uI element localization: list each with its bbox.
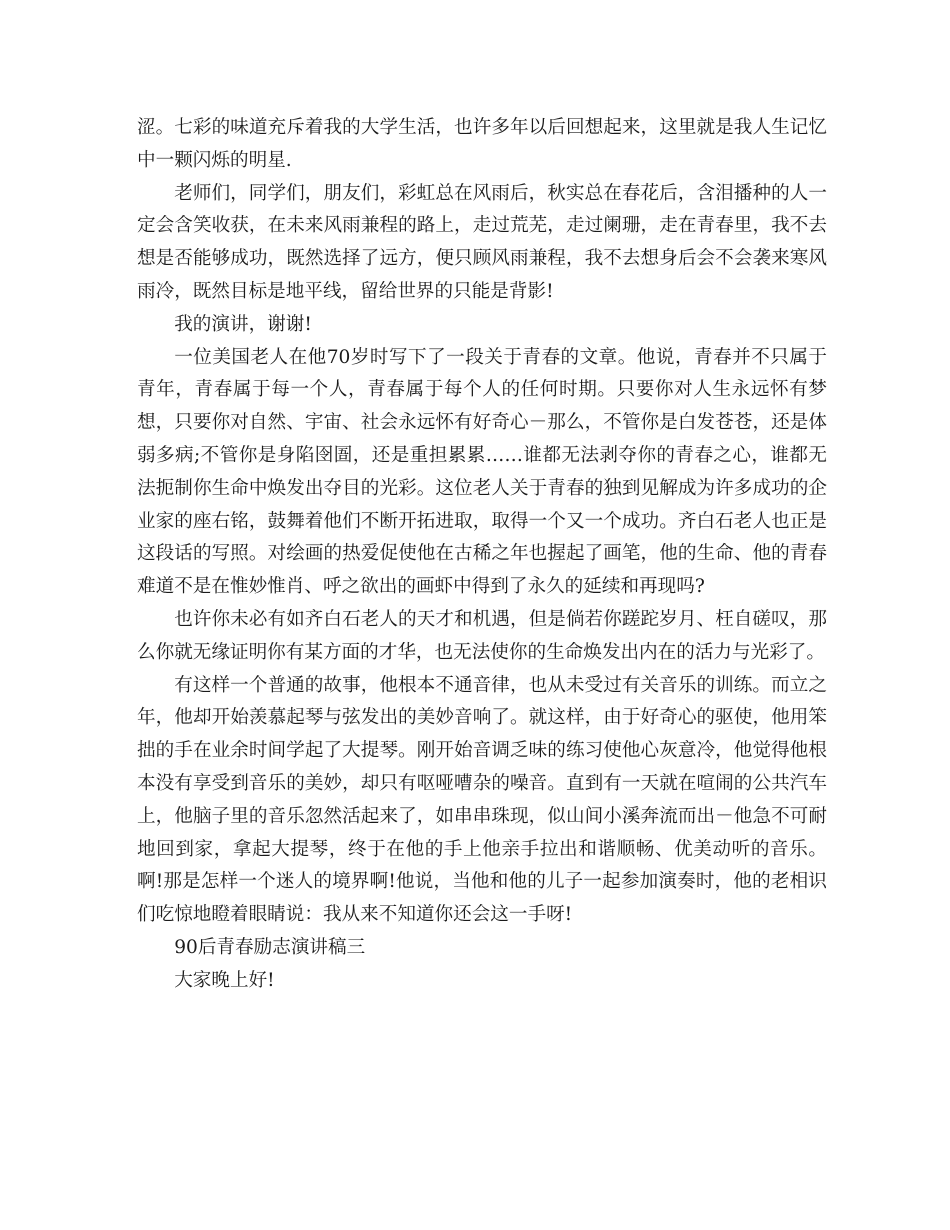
paragraph: 也许你未必有如齐白石老人的天才和机遇，但是倘若你蹉跎岁月、枉自磋叹，那么你就无缘证明你有某方面的才华，也无法使你的生命焕发出内在的活力与光彩了。 [137, 608, 827, 663]
paragraph: 一位美国老人在他70岁时写下了一段关于青春的文章。他说，青春并不只属于青年，青春属于每一个人，青春属于每个人的任何时期。只要你对人生永远怀有梦想，只要你对自然、宇宙、社会永远怀有好奇心－那么，不管你是白发苍苍，还是体弱多病;不管你是身陷囹圄，还是重担累累……谁都无法剥夺你的青春之心，谁都无法扼制你生命中焕发出夺目的光彩。这位老人关于青春的独到见解成为许多成功的企业家的座右铭，鼓舞着他们不断开拓进取，取得一个又一个成功。齐白石老人也正是这段话的写照。对绘画的热爱促使他在古稀之年也握起了画笔，他的生命、他的青春难道不是在惟妙惟肖、呼之欲出的画虾中得到了永久的延续和再现吗? [137, 346, 827, 598]
document-body [137, 112, 827, 998]
paragraph: 涩。七彩的味道充斥着我的大学生活，也许多年以后回想起来，这里就是我人生记忆中一颗闪烁的明星. [137, 117, 827, 171]
greeting: 大家晚上好! [174, 969, 275, 991]
paragraph: 有这样一个普通的故事，他根本不通音律，也从未受过有关音乐的训练。而立之年，他却开始羡慕起琴与弦发出的美妙音响了。就这样，由于好奇心的驱使，他用笨拙的手在业余时间学起了大提琴。刚开始音调乏味的练习使他心灰意冷，他觉得他根本没有享受到音乐的美妙，却只有呕哑嘈杂的噪音。直到有一天就在喧闹的公共汽车上，他脑子里的音乐忽然活起来了，如串串珠现，似山间小溪奔流而出－他急不可耐地回到家，拿起大提琴，终于在他的手上他亲手拉出和谐顺畅、优美动听的音乐。啊!那是怎样一个迷人的境界啊!他说，当他和他的儿子一起参加演奏时，他的老相识们吃惊地瞪着眼睛说：我从来不知道你还会这一手呀! [137, 674, 827, 926]
paragraph: 我的演讲，谢谢! [174, 313, 312, 335]
paragraph: 老师们，同学们，朋友们，彩虹总在风雨后，秋实总在春花后，含泪播种的人一定会含笑收获，在未来风雨兼程的路上，走过荒芜，走过阑珊，走在青春里，我不去想是否能够成功，既然选择了远方，便只顾风雨兼程，我不去想身后会不会袭来寒风雨冷，既然目标是地平线，留给世界的只能是背影! [137, 182, 827, 302]
section-heading: 90后青春励志演讲稿三 [174, 936, 366, 958]
